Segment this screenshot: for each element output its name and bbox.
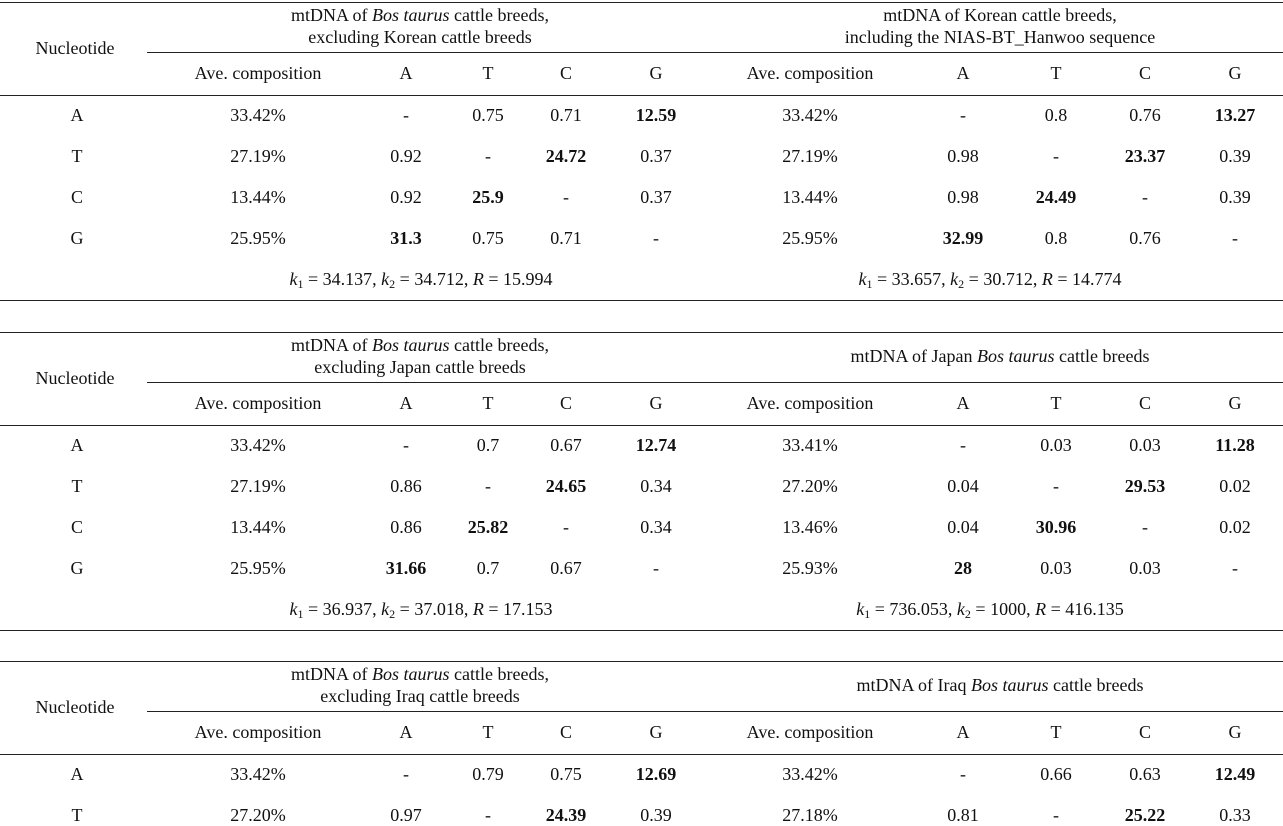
left-col-header-ave: Ave. composition [194, 393, 322, 413]
right-cell: 27.18% [782, 805, 838, 825]
right-cell: 25.22 [1124, 805, 1166, 825]
table-bottom-rule [0, 630, 1283, 631]
left-cell: 0.7 [476, 558, 500, 578]
row-nucleotide-a: A [70, 764, 84, 784]
right-cell: 0.98 [947, 187, 979, 207]
right-cell: 25.93% [782, 558, 838, 578]
row-nucleotide-c: C [70, 517, 83, 537]
left-parameters [211, 268, 631, 295]
left-cell: 33.42% [230, 105, 286, 125]
r-value: 17.153 [502, 599, 553, 619]
left-title-line2: excluding Korean cattle breeds [308, 27, 532, 47]
right-col-header-a: A [956, 393, 970, 413]
right-cell: 0.76 [1129, 105, 1161, 125]
right-col-header-t: T [1050, 63, 1062, 83]
table-column-rule [0, 95, 1283, 96]
eq2: = [395, 269, 415, 289]
left-cell: 24.65 [545, 476, 587, 496]
left-cell: 0.97 [390, 805, 422, 825]
sep2: , [1026, 599, 1036, 619]
sep1: , [372, 269, 382, 289]
row-nucleotide-c: C [70, 187, 83, 207]
left-cell: 0.75 [472, 228, 504, 248]
table-column-rule [0, 754, 1283, 755]
right-cell: 0.76 [1129, 228, 1161, 248]
right-title-line1-pre: mtDNA of Japan [850, 346, 977, 366]
right-col-header-g: G [1228, 63, 1242, 83]
right-cell: - [1232, 558, 1238, 578]
left-cell: 0.86 [390, 517, 422, 537]
left-cell: 33.42% [230, 435, 286, 455]
right-cell: - [1142, 517, 1148, 537]
right-cell: 13.46% [782, 517, 838, 537]
k1-symbol: k [858, 269, 867, 289]
k2-symbol: k [950, 269, 959, 289]
eq1: = [870, 599, 890, 619]
right-cell: 0.39 [1219, 146, 1251, 166]
k1-sub: 1 [866, 277, 873, 291]
k1-sub: 1 [297, 607, 304, 621]
right-col-header-t: T [1050, 393, 1062, 413]
left-col-header-a: A [399, 63, 413, 83]
k1-value: 34.137 [322, 269, 373, 289]
right-col-header-a: A [956, 63, 970, 83]
left-title-line1 [160, 663, 680, 685]
row-nucleotide-t: T [71, 476, 83, 496]
left-cell: 25.9 [472, 187, 504, 207]
right-cell: 11.28 [1215, 435, 1255, 455]
left-col-header-g: G [649, 393, 663, 413]
right-cell: 32.99 [942, 228, 984, 248]
right-cell: 0.03 [1040, 558, 1072, 578]
left-title-line1-species: Bos taurus [372, 5, 450, 25]
right-col-header-a: A [956, 722, 970, 742]
sep2: , [1032, 269, 1042, 289]
right-cell: 23.37 [1124, 146, 1166, 166]
right-col-header-c: C [1138, 393, 1151, 413]
nucleotide-header: Nucleotide [35, 697, 115, 717]
right-title-line1-text: mtDNA of Korean cattle breeds, [883, 5, 1117, 25]
right-cell: 33.41% [782, 435, 838, 455]
row-nucleotide-g: G [70, 228, 84, 248]
left-cell: 0.71 [550, 228, 582, 248]
k2-sub: 2 [389, 607, 396, 621]
k2-value: 1000 [990, 599, 1027, 619]
right-title-line1-pre: mtDNA of Iraq [856, 675, 971, 695]
left-cell: - [485, 146, 491, 166]
right-title-line1 [730, 674, 1270, 696]
right-cell: 33.42% [782, 105, 838, 125]
k1-value: 36.937 [322, 599, 373, 619]
left-title-line1-post: cattle breeds, [449, 335, 549, 355]
sep1: , [947, 599, 957, 619]
left-cell: 25.82 [467, 517, 509, 537]
right-cell: - [1232, 228, 1238, 248]
k1-symbol: k [856, 599, 865, 619]
left-col-header-ave: Ave. composition [194, 63, 322, 83]
right-cell: 0.98 [947, 146, 979, 166]
left-col-header-a: A [399, 722, 413, 742]
r-symbol: R [1035, 599, 1047, 619]
left-col-header-g: G [649, 722, 663, 742]
left-cell: 27.19% [230, 476, 286, 496]
right-title-line1-species: Bos taurus [977, 346, 1055, 366]
left-col-header-g: G [649, 63, 663, 83]
left-cell: 0.37 [640, 187, 672, 207]
row-nucleotide-t: T [71, 805, 83, 825]
right-cell: - [1053, 146, 1059, 166]
right-cell: 0.02 [1219, 517, 1251, 537]
left-cell: - [653, 228, 659, 248]
left-cell: 24.39 [545, 805, 587, 825]
right-cell: - [960, 105, 966, 125]
left-cell: 0.67 [550, 435, 582, 455]
right-cell: 0.33 [1219, 805, 1251, 825]
right-cell: 0.66 [1040, 764, 1072, 784]
left-cell: 13.44% [230, 187, 286, 207]
left-title-line2: excluding Iraq cattle breeds [320, 686, 520, 706]
left-title-line1-species: Bos taurus [372, 664, 450, 684]
left-cell: - [403, 105, 409, 125]
right-title-line1-species: Bos taurus [971, 675, 1049, 695]
k1-value: 33.657 [891, 269, 942, 289]
eq3: = [483, 599, 503, 619]
left-cell: 27.19% [230, 146, 286, 166]
left-group-title [160, 4, 680, 48]
left-cell: - [563, 517, 569, 537]
right-parameters [780, 598, 1200, 625]
k2-sub: 2 [958, 277, 965, 291]
left-cell: 0.92 [390, 187, 422, 207]
right-cell: 0.04 [947, 517, 979, 537]
left-title-line1-post: cattle breeds, [449, 5, 549, 25]
k1-symbol: k [289, 269, 298, 289]
eq1: = [303, 269, 323, 289]
left-title-line1-post: cattle breeds, [449, 664, 549, 684]
right-col-header-ave: Ave. composition [746, 63, 874, 83]
row-nucleotide-a: A [70, 435, 84, 455]
left-col-header-t: T [482, 722, 494, 742]
left-cell: 0.75 [550, 764, 582, 784]
right-cell: 24.49 [1035, 187, 1077, 207]
sep2: , [463, 599, 473, 619]
left-cell: - [563, 187, 569, 207]
left-col-header-c: C [559, 63, 572, 83]
right-cell: - [1053, 476, 1059, 496]
left-title-line2: excluding Japan cattle breeds [314, 357, 526, 377]
left-cell: 13.44% [230, 517, 286, 537]
right-col-header-c: C [1138, 63, 1151, 83]
row-nucleotide-a: A [70, 105, 84, 125]
left-title-line1-pre: mtDNA of [291, 335, 373, 355]
row-nucleotide-t: T [71, 146, 83, 166]
right-cell: 0.81 [947, 805, 979, 825]
right-cell: 29.53 [1124, 476, 1166, 496]
right-cell: 30.96 [1035, 517, 1077, 537]
left-col-header-c: C [559, 722, 572, 742]
left-cell: - [403, 764, 409, 784]
table-header-rule [147, 711, 1283, 712]
left-cell: 0.7 [476, 435, 500, 455]
right-cell: 0.8 [1044, 105, 1068, 125]
left-cell: 25.95% [230, 558, 286, 578]
k1-sub: 1 [864, 607, 871, 621]
left-cell: 0.34 [640, 476, 672, 496]
eq2: = [970, 599, 991, 619]
table-top-rule [0, 332, 1283, 333]
left-title-line1-pre: mtDNA of [291, 5, 373, 25]
left-title-line1 [160, 334, 680, 356]
left-cell: - [653, 558, 659, 578]
right-cell: 33.42% [782, 764, 838, 784]
eq3: = [483, 269, 503, 289]
left-col-header-a: A [399, 393, 413, 413]
left-cell: 0.92 [390, 146, 422, 166]
right-cell: 27.19% [782, 146, 838, 166]
k2-value: 37.018 [414, 599, 464, 619]
left-parameters [211, 598, 631, 625]
table-header-rule [147, 382, 1283, 383]
k2-sub: 2 [389, 277, 396, 291]
right-cell: - [960, 764, 966, 784]
sep1: , [372, 599, 382, 619]
eq1: = [872, 269, 892, 289]
left-group-title [160, 334, 680, 378]
left-cell: 0.71 [550, 105, 582, 125]
right-title-line1-post: cattle breeds [1048, 675, 1144, 695]
right-cell: 0.03 [1129, 435, 1161, 455]
left-cell: 25.95% [230, 228, 286, 248]
right-group-title [730, 4, 1270, 48]
left-cell: 24.72 [545, 146, 587, 166]
right-cell: 0.8 [1044, 228, 1068, 248]
r-value: 15.994 [502, 269, 553, 289]
right-cell: - [960, 435, 966, 455]
right-group-title [730, 345, 1270, 367]
left-title-line1-pre: mtDNA of [291, 664, 373, 684]
r-symbol: R [1041, 269, 1053, 289]
right-cell: 27.20% [782, 476, 838, 496]
r-value: 14.774 [1071, 269, 1122, 289]
left-cell: - [403, 435, 409, 455]
left-cell: 0.75 [472, 105, 504, 125]
left-cell: 12.59 [635, 105, 677, 125]
right-col-header-t: T [1050, 722, 1062, 742]
left-col-header-t: T [482, 393, 494, 413]
k2-symbol: k [381, 599, 390, 619]
k2-value: 30.712 [983, 269, 1033, 289]
left-cell: 12.74 [635, 435, 677, 455]
right-cell: 0.39 [1219, 187, 1251, 207]
left-cell: 12.69 [635, 764, 677, 784]
left-cell: - [485, 476, 491, 496]
k2-sub: 2 [964, 607, 971, 621]
right-cell: 0.03 [1040, 435, 1072, 455]
right-col-header-c: C [1138, 722, 1151, 742]
table-bottom-rule [0, 300, 1283, 301]
eq1: = [303, 599, 323, 619]
right-title-line1-post: cattle breeds [1054, 346, 1150, 366]
r-symbol: R [472, 269, 484, 289]
k2-value: 34.712 [414, 269, 464, 289]
left-title-line1 [160, 4, 680, 26]
left-cell: 0.39 [640, 805, 672, 825]
r-symbol: R [472, 599, 484, 619]
nucleotide-header: Nucleotide [35, 368, 115, 388]
right-cell: 28 [954, 558, 972, 578]
right-col-header-g: G [1228, 722, 1242, 742]
right-cell: 12.49 [1214, 764, 1256, 784]
right-cell: 0.03 [1129, 558, 1161, 578]
right-cell: 0.04 [947, 476, 979, 496]
sep1: , [941, 269, 951, 289]
left-cell: 33.42% [230, 764, 286, 784]
eq3: = [1052, 269, 1072, 289]
right-title-line1 [730, 345, 1270, 367]
k1-sub: 1 [297, 277, 304, 291]
left-cell: 0.37 [640, 146, 672, 166]
right-cell: 13.44% [782, 187, 838, 207]
eq2: = [964, 269, 984, 289]
table-top-rule [0, 661, 1283, 662]
left-col-header-ave: Ave. composition [194, 722, 322, 742]
left-cell: 0.79 [472, 764, 504, 784]
right-title-line1 [730, 4, 1270, 26]
right-col-header-g: G [1228, 393, 1242, 413]
right-cell: - [1053, 805, 1059, 825]
table-top-rule [0, 2, 1283, 3]
right-cell: 0.02 [1219, 476, 1251, 496]
table-column-rule [0, 425, 1283, 426]
left-title-line1-species: Bos taurus [372, 335, 450, 355]
table-header-rule [147, 52, 1283, 53]
eq3: = [1046, 599, 1066, 619]
right-cell: - [1142, 187, 1148, 207]
right-parameters [780, 268, 1200, 295]
eq2: = [395, 599, 415, 619]
left-cell: 31.3 [390, 228, 422, 248]
left-col-header-c: C [559, 393, 572, 413]
right-col-header-ave: Ave. composition [746, 722, 874, 742]
right-cell: 13.27 [1214, 105, 1256, 125]
left-group-title [160, 663, 680, 707]
right-cell: 0.63 [1129, 764, 1161, 784]
right-col-header-ave: Ave. composition [746, 393, 874, 413]
left-cell: 0.34 [640, 517, 672, 537]
left-cell: 27.20% [230, 805, 286, 825]
right-group-title [730, 674, 1270, 696]
left-cell: 0.86 [390, 476, 422, 496]
left-col-header-t: T [482, 63, 494, 83]
nucleotide-header: Nucleotide [35, 38, 115, 58]
left-cell: 31.66 [385, 558, 427, 578]
r-value: 416.135 [1065, 599, 1124, 619]
row-nucleotide-g: G [70, 558, 84, 578]
left-cell: - [485, 805, 491, 825]
k2-symbol: k [381, 269, 390, 289]
k2-symbol: k [956, 599, 965, 619]
k1-value: 736.053 [889, 599, 948, 619]
right-cell: 25.95% [782, 228, 838, 248]
k1-symbol: k [289, 599, 298, 619]
sep2: , [463, 269, 473, 289]
left-cell: 0.67 [550, 558, 582, 578]
right-title-line2: including the NIAS-BT_Hanwoo sequence [844, 27, 1156, 47]
